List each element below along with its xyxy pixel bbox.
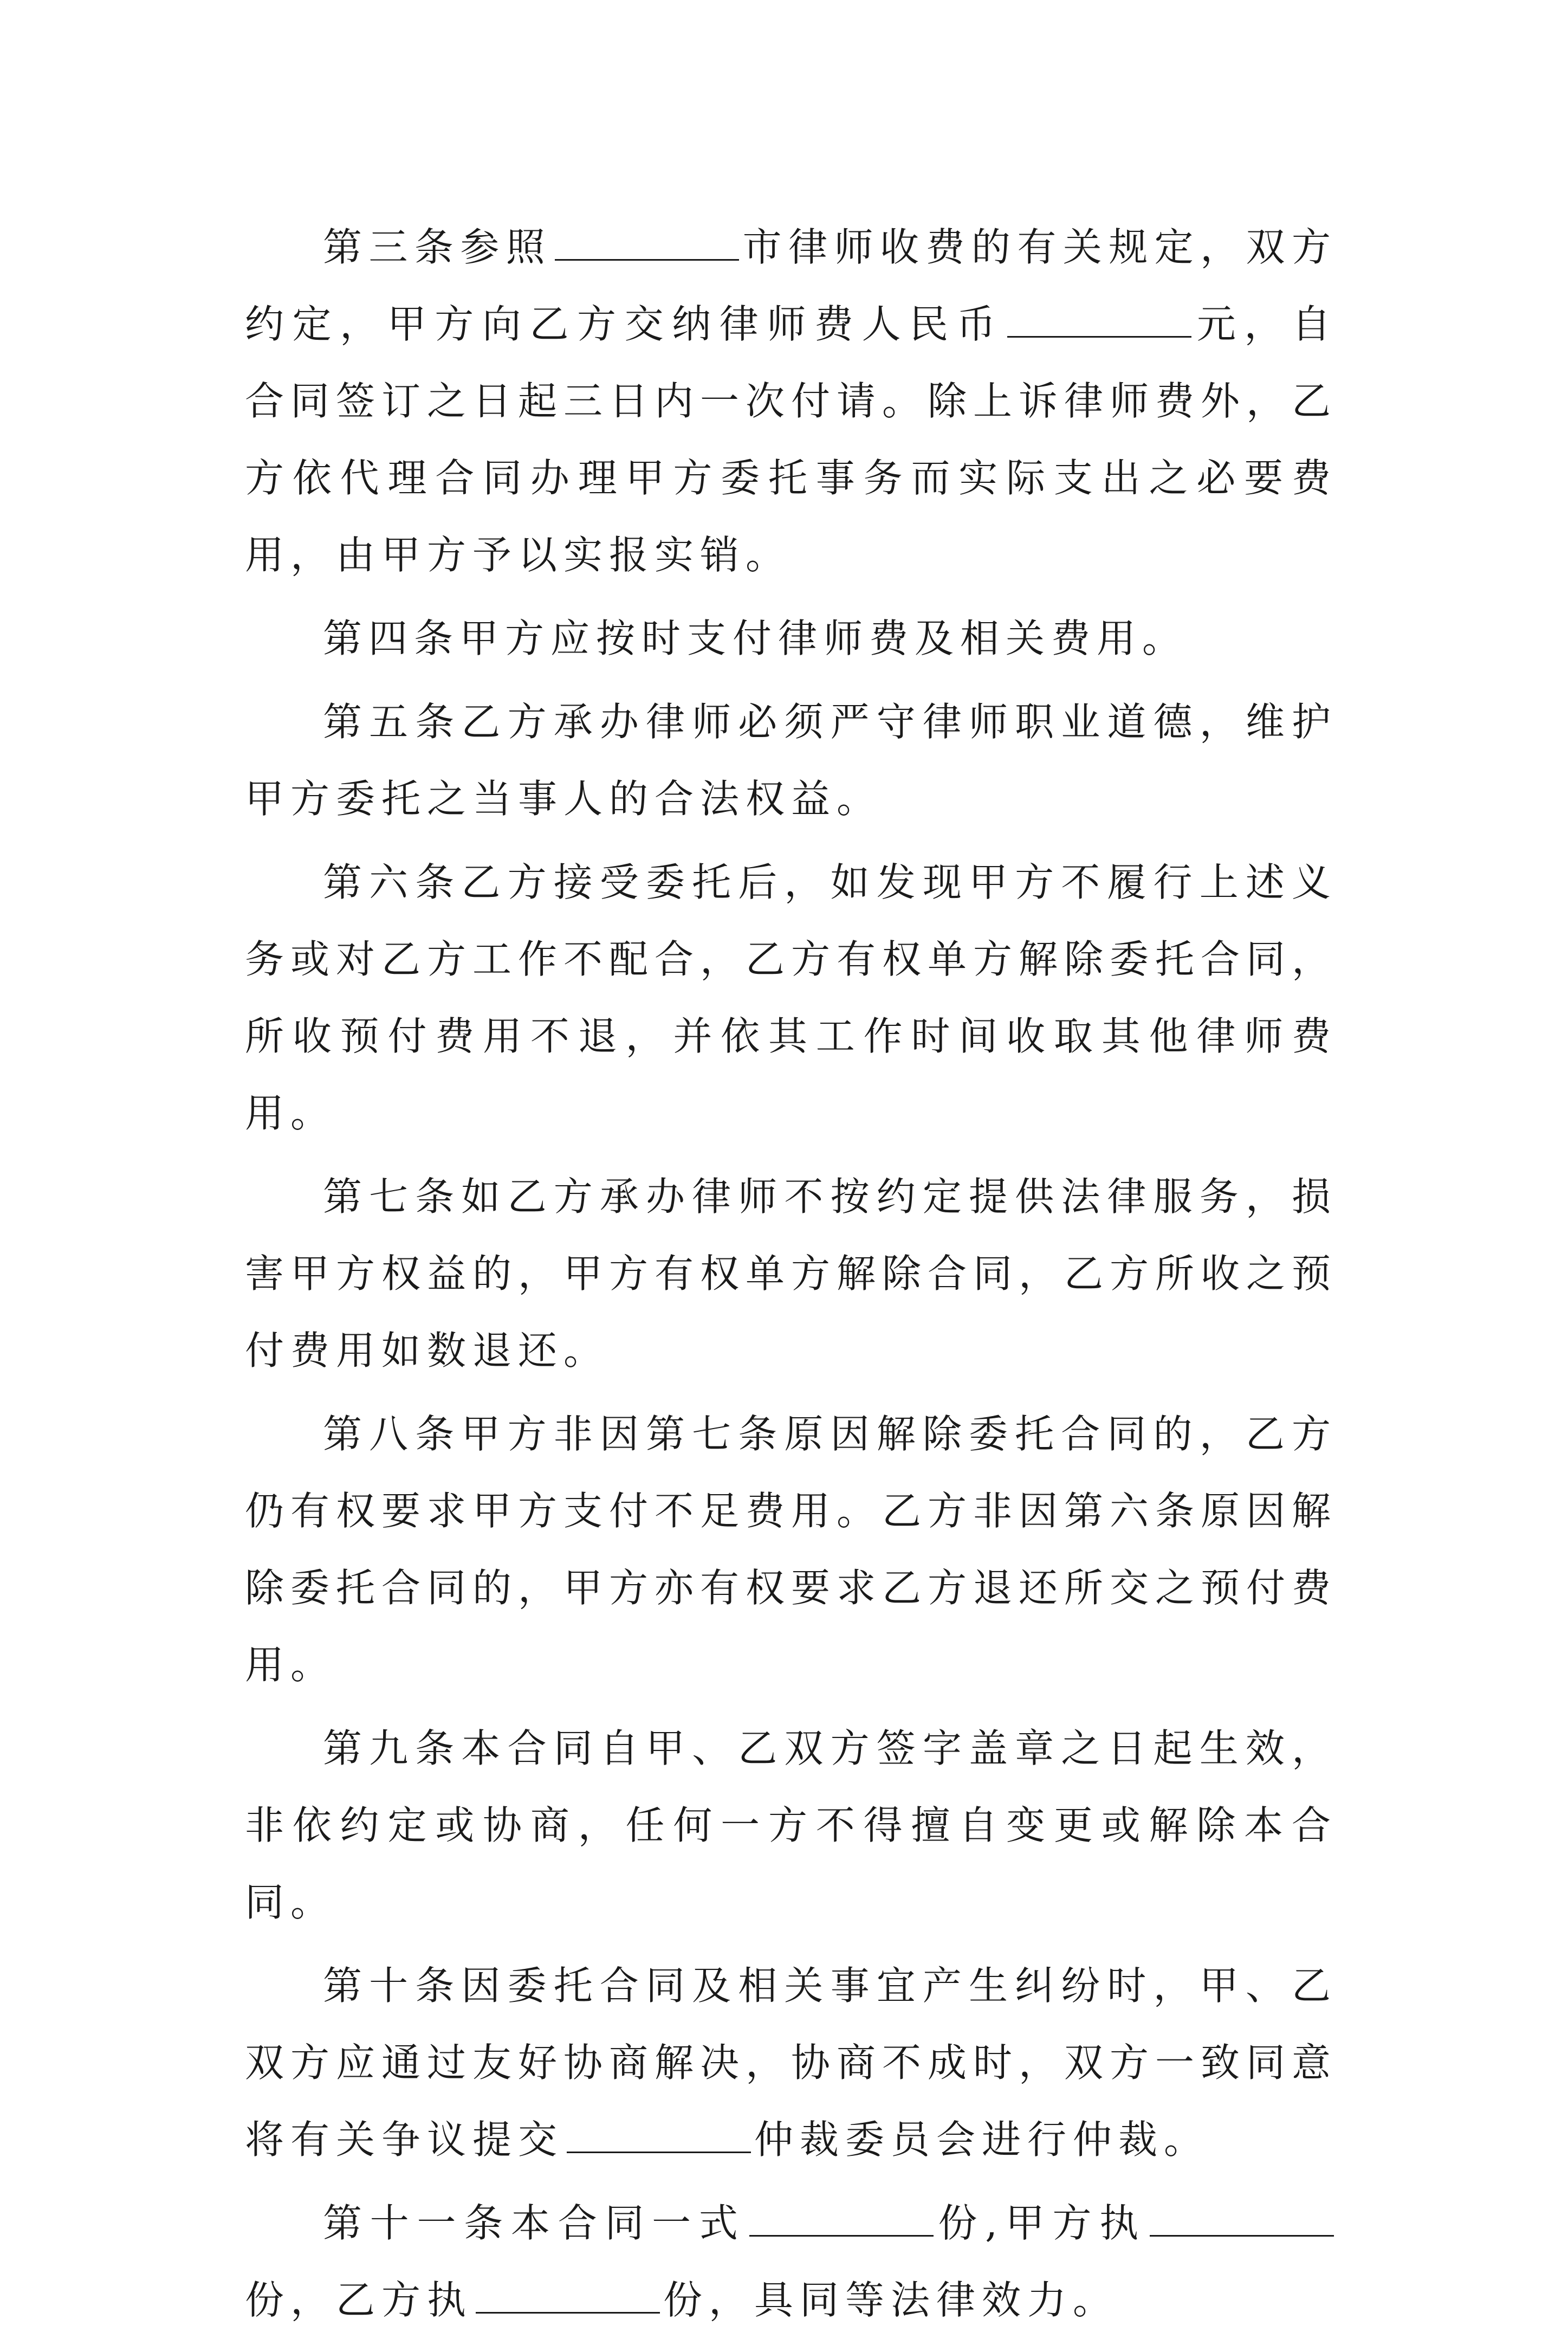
party-b-copies-blank[interactable] [476, 2278, 660, 2314]
article-9-text: 第九条本合同自甲、乙双方签字盖章之日起生效，非依约定或协商，任何一方不得擅自变更或解除本合同。 [245, 1726, 1337, 1925]
city-blank[interactable] [555, 225, 739, 261]
article-5 [245, 683, 1337, 837]
article-3-text-1: 第三条参照 [323, 224, 552, 270]
article-3-text-3: 元，自合同签订之日起三日内一次付请。除上诉律师费外，乙方依代理合同办理甲方委托事务而实际支出之必要费用，由甲方予以实报实销。 [245, 301, 1338, 578]
article-11-text-2: 份,甲方执 [936, 2200, 1146, 2246]
article-10 [245, 1947, 1337, 2178]
article-9 [245, 1710, 1337, 1941]
article-8-text: 第八条甲方非因第七条原因解除委托合同的，乙方仍有权要求甲方支付不足费用。乙方非因第六条原因解除委托合同的，甲方亦有权要求乙方退还所交之预付费用。 [245, 1411, 1338, 1688]
arbitration-committee-blank[interactable] [567, 2118, 751, 2153]
total-copies-blank[interactable] [749, 2201, 934, 2237]
fee-amount-blank[interactable] [1007, 302, 1191, 338]
article-3-text-2: 市律师收费的有关规定，双方约定，甲方向乙方交纳律师费人民币 [245, 224, 1337, 347]
article-10-text-1: 第十条因委托合同及相关事宜产生纠纷时，甲、乙双方应通过友好协商解决，协商不成时，双方一致同意将有关争议提交 [245, 1963, 1338, 2162]
article-6 [245, 844, 1337, 1152]
article-4-text: 第四条甲方应按时支付律师费及相关费用。 [323, 616, 1188, 661]
article-5-text: 第五条乙方承办律师必须严守律师职业道德，维护甲方委托之当事人的合法权益。 [245, 699, 1337, 822]
contract-body [245, 209, 1337, 2345]
article-11-text-4: 份，具同等法律效力。 [663, 2277, 1119, 2323]
article-11-text-3: 份，乙方执 [245, 2277, 473, 2323]
article-11 [245, 2185, 1337, 2338]
article-8 [245, 1396, 1337, 1703]
article-10-text-2: 仲裁委员会进行仲裁。 [754, 2117, 1210, 2162]
article-3 [245, 209, 1337, 593]
article-4 [245, 600, 1337, 677]
article-7 [245, 1158, 1337, 1389]
article-11-text-1: 第十一条本合同一式 [323, 2200, 746, 2246]
article-6-text: 第六条乙方接受委托后，如发现甲方不履行上述义务或对乙方工作不配合，乙方有权单方解除委托合同，所收预付费用不退，并依其工作时间收取其他律师费用。 [245, 860, 1338, 1136]
party-a-copies-blank[interactable] [1150, 2201, 1334, 2237]
article-7-text: 第七条如乙方承办律师不按约定提供法律服务，损害甲方权益的，甲方有权单方解除合同，乙方所收之预付费用如数退还。 [245, 1174, 1338, 1373]
